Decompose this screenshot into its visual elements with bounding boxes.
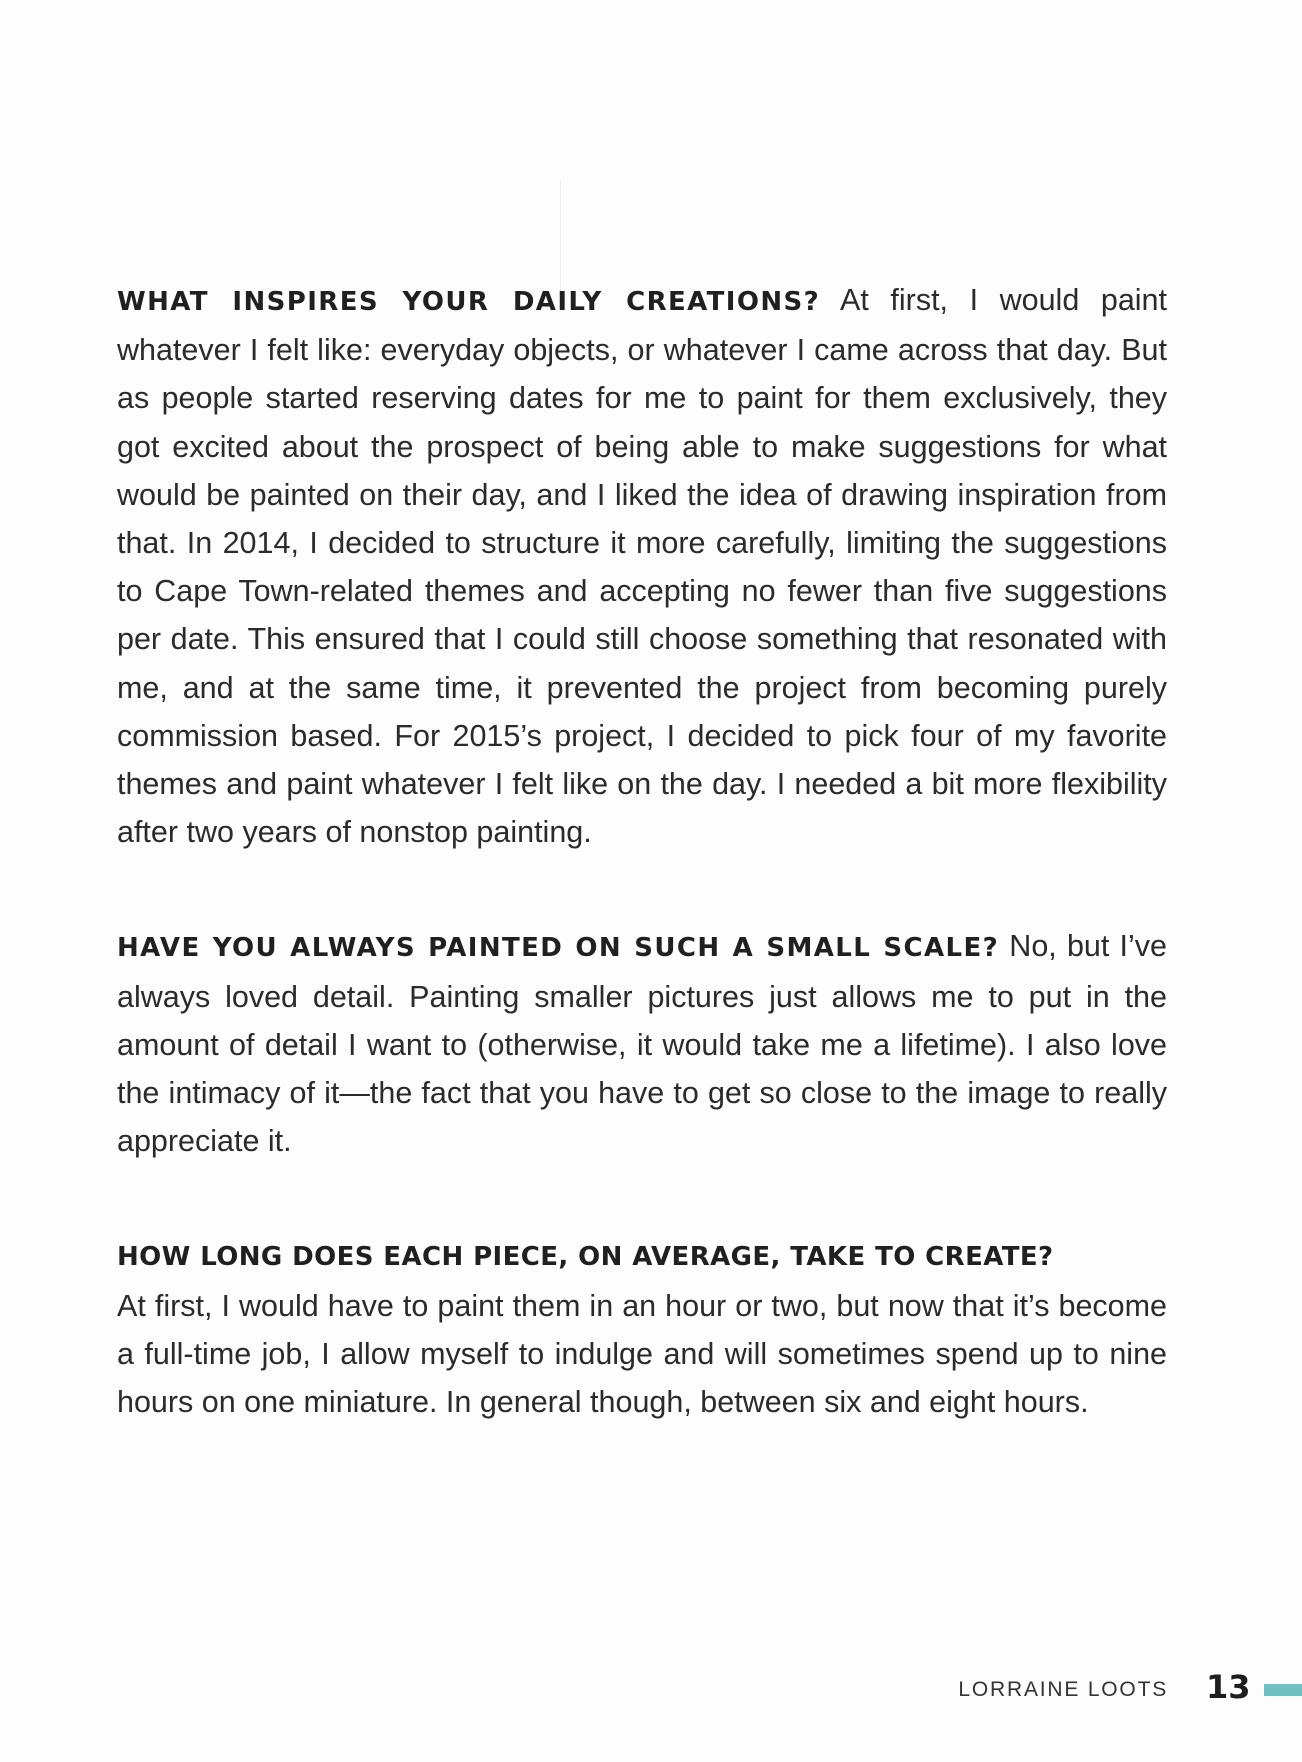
answer-text: At first, I would paint whatever I felt like: everyday objects, or whatever I came across that day. But as people started reserving dates for me to paint for them exclusively, they got excited about the prospect of being able to make suggestions for what would be painted on their day, and I liked the idea of drawing inspiration from that. In 2014, I decided to structure it more carefully, limiting the suggestions to Cape Town-related themes and accepting no fewer than five suggestions per date. This ensured that I could still choose something that resonated with me, and at the same time, it prevented the project from becoming purely commission based. For 2015’s project, I decided to pick four of my favorite themes and paint whatever I felt like on the day. I needed a bit more flexibility after two years of nonstop painting. [117,283,1167,850]
answer-text: No, but I’ve always loved detail. Painting smaller pictures just allows me to put in the amount of detail I want to (otherwise, it would take me a lifetime). I also love the intimacy of it—the fact that you have to get so close to the image to really appreciate it. [117,929,1167,1159]
qa-paragraph [117,276,1167,856]
page-number: 13 [1206,1668,1251,1706]
page-footer [0,1668,1302,1708]
running-footer-author: LORRAINE LOOTS [958,1678,1168,1701]
question-heading: HOW LONG DOES EACH PIECE, ON AVERAGE, TAKE TO CREATE? [117,1242,1054,1273]
question-heading: HAVE YOU ALWAYS PAINTED ON SUCH A SMALL SCALE? [117,933,1000,964]
qa-paragraph [117,922,1167,1165]
qa-paragraph [117,1231,1167,1426]
question-heading: WHAT INSPIRES YOUR DAILY CREATIONS? [117,287,821,317]
interview-body [117,276,1167,1492]
accent-bar [1264,1684,1302,1696]
answer-text: At first, I would have to paint them in an hour or two, but now that it’s become a full-time job, I allow myself to indulge and will sometimes spend up to nine hours on one miniature. In general though, between six and eight hours. [117,1288,1167,1420]
